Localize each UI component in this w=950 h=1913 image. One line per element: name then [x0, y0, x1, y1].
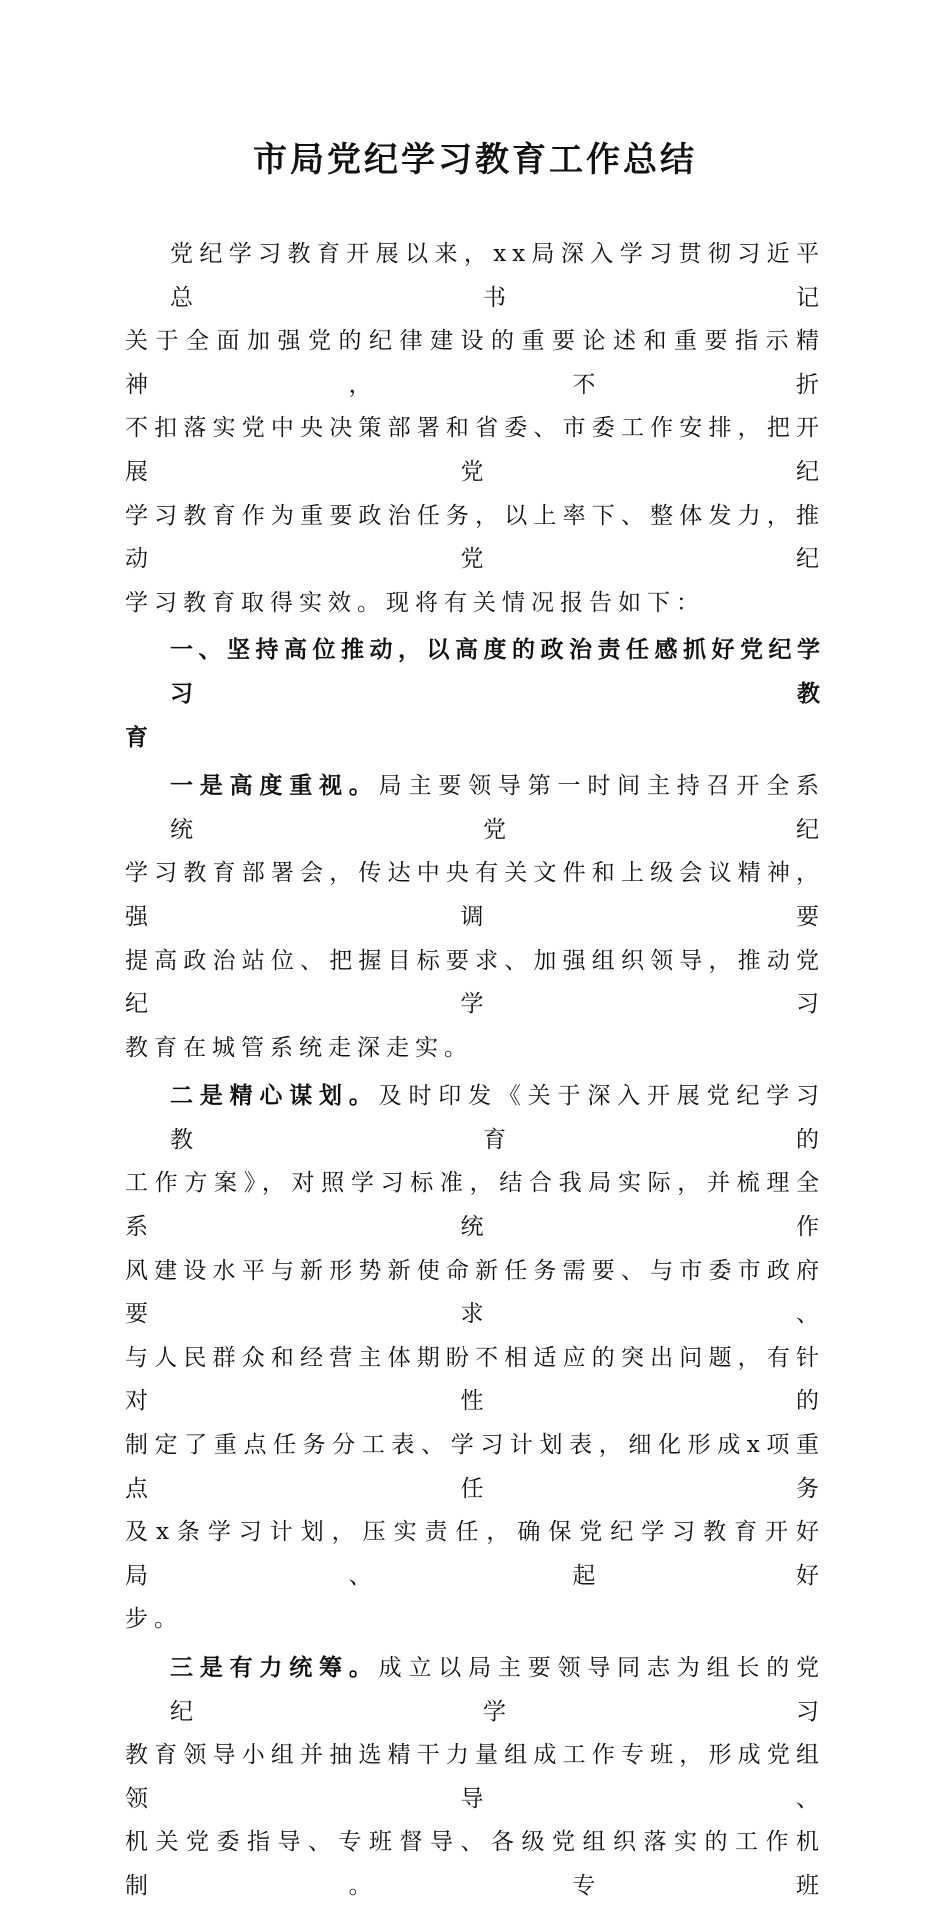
line-text: 不扣落实党中央决策部署和省委、市委工作安排，把开展党纪 [125, 415, 825, 485]
section-heading [125, 629, 825, 760]
text-line [125, 1027, 825, 1071]
line-text: 教育在城管系统走深走实。 [125, 1034, 473, 1061]
line-text: 机关党委指导、专班督导、各级党组织落实的工作机制。专班 [125, 1829, 825, 1899]
line-text: 工作方案》，对照学习标准，结合我局实际，并梳理全系统作 [125, 1170, 825, 1241]
text-line [125, 940, 825, 1027]
text-line [125, 717, 825, 761]
line-text: 与人民群众和经营主体期盼不相适应的突出问题，有针对性的 [125, 1344, 825, 1415]
text-line [125, 582, 825, 626]
text-line [125, 629, 825, 716]
text-line [125, 1821, 825, 1908]
text-line [125, 1734, 825, 1821]
line-text: 学习教育取得实效。现将有关情况报告如下： [125, 589, 705, 616]
line-text: 风建设水平与新形势新使命新任务需要、与市委市政府要求、 [125, 1257, 825, 1328]
line-text: 成立以局主要领导同志为组长的党纪学习 [170, 1655, 826, 1725]
document-body [125, 233, 825, 1913]
text-line [125, 1598, 825, 1642]
text-line [125, 1646, 825, 1734]
line-text: 育 [125, 724, 153, 751]
paragraph [125, 1646, 825, 1909]
line-text: 党纪学习教育开展以来，xx局深入学习贯彻习近平总书记 [170, 241, 825, 311]
line-text: 及时印发《关于深入开展党纪学习教育的 [170, 1083, 826, 1153]
line-text: 提高政治站位、把握目标要求、加强组织领导，推动党纪学习 [125, 947, 825, 1018]
paragraph [125, 233, 825, 625]
line-text: 制定了重点任务分工表、学习计划表，细化形成x项重点任务 [125, 1432, 825, 1502]
line-text: 关于全面加强党的纪律建设的重要论述和重要指示精神，不折 [125, 328, 825, 398]
text-line [125, 407, 825, 494]
paragraph-lead: 一是高度重视。 [170, 772, 379, 800]
line-text: 教育领导小组并抽选精干力量组成工作专班，形成党组领导、 [125, 1742, 825, 1812]
text-line [125, 320, 825, 407]
paragraph-lead: 三是有力统筹。 [170, 1654, 379, 1681]
line-text: 一、坚持高位推动，以高度的政治责任感抓好党纪学习教 [170, 637, 825, 707]
text-line [125, 1162, 825, 1249]
text-line [125, 1074, 825, 1162]
text-line [125, 1250, 825, 1337]
line-text: 学习教育作为重要政治任务，以上率下、整体发力，推动党纪 [125, 502, 825, 573]
paragraph [125, 1074, 825, 1642]
paragraph-lead: 二是精心谋划。 [170, 1082, 379, 1110]
line-text: 局主要领导第一时间主持召开全系统党纪 [170, 773, 826, 843]
document-title: 市局党纪学习教育工作总结 [253, 140, 697, 180]
text-line [125, 233, 825, 320]
text-line [125, 764, 825, 852]
paragraph [125, 764, 825, 1070]
line-text: 学习教育部署会，传达中央有关文件和上级会议精神，强调要 [125, 860, 825, 930]
text-line [125, 1511, 825, 1598]
text-line [125, 495, 825, 582]
line-text: 步。 [125, 1606, 183, 1633]
text-line [125, 1337, 825, 1424]
text-line [125, 852, 825, 939]
line-text: 及x条学习计划，压实责任，确保党纪学习教育开好局、起好 [125, 1519, 825, 1589]
text-line [125, 1424, 825, 1511]
